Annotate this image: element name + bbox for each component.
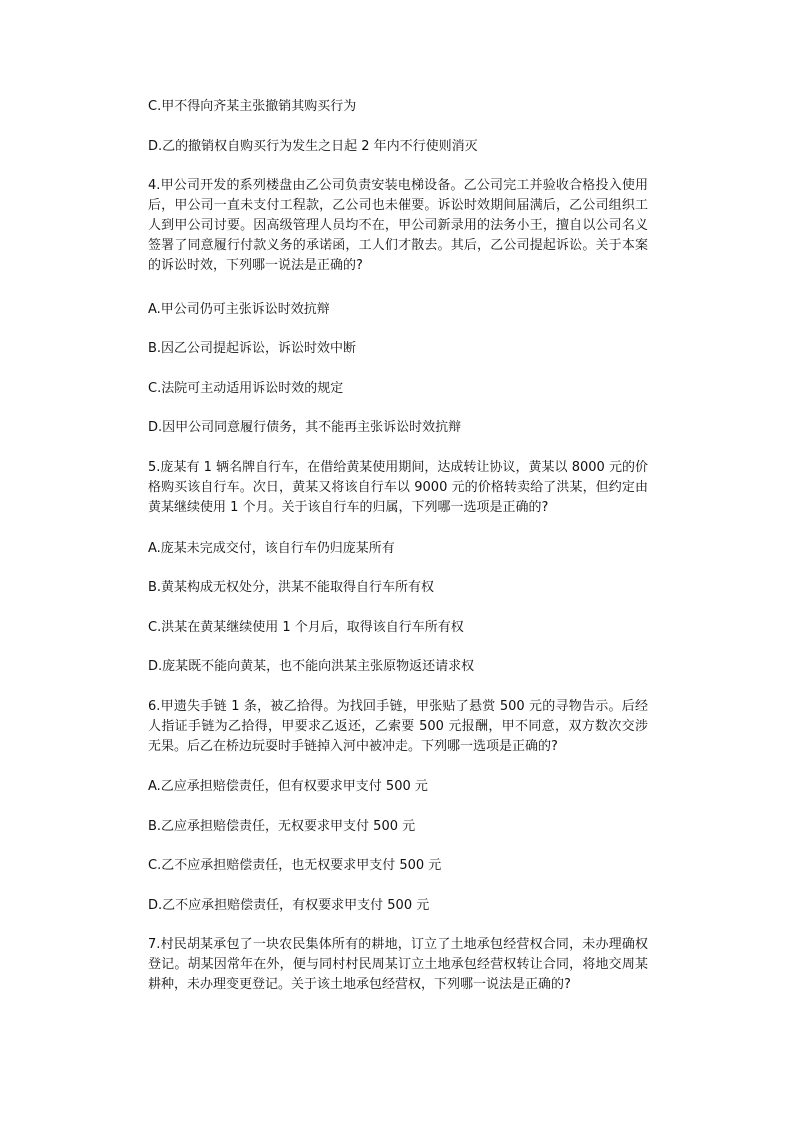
q5-stem-text: 5.庞某有 1 辆名牌自行车，在借给黄某使用期间，达成转让协议，黄某以 8000 元的价格购买该自行车。次日，黄某又将该自行车以 9000 元的价格转卖给了洪某，但约定由黄某继续使用 1 个月。关于该自行车的归属，下列哪一选项是正确的? (148, 460, 648, 515)
q4-stem (148, 176, 648, 276)
q6-stem (148, 697, 648, 757)
q4-option-c: C.法院可主动适用诉讼时效的规定 (148, 381, 344, 396)
q5-option-d: D.庞某既不能向黄某，也不能向洪某主张原物返还请求权 (148, 659, 475, 674)
q5-option-c: C.洪某在黄某继续使用 1 个月后，取得该自行车所有权 (148, 620, 464, 635)
q3-option-d: D.乙的撤销权自购买行为发生之日起 2 年内不行使则消灭 (148, 139, 478, 154)
q6-option-c: C.乙不应承担赔偿责任，也无权要求甲支付 500 元 (148, 858, 442, 873)
q4-option-b: B.因乙公司提起诉讼，诉讼时效中断 (148, 341, 357, 356)
q5-stem (148, 458, 648, 518)
q6-stem-text: 6.甲遗失手链 1 条，被乙拾得。为找回手链，甲张贴了悬赏 500 元的寻物告示。后经人指证手链为乙拾得，甲要求乙返还，乙索要 500 元报酬，甲不同意，双方数次交涉无果。后乙在桥边玩耍时手链掉入河中被冲走。下列哪一选项是正确的? (148, 699, 648, 754)
q3-option-c: C.甲不得向齐某主张撤销其购买行为 (148, 99, 357, 114)
q5-option-a: A.庞某未完成交付，该自行车仍归庞某所有 (148, 541, 395, 556)
q6-option-d: D.乙不应承担赔偿责任，有权要求甲支付 500 元 (148, 898, 430, 913)
q4-stem-text: 4.甲公司开发的系列楼盘由乙公司负责安装电梯设备。乙公司完工并验收合格投入使用后，甲公司一直未支付工程款，乙公司也未催要。诉讼时效期间届满后，乙公司组织工人到甲公司讨要。因高级管理人员均不在，甲公司新录用的法务小王，擅自以公司名义签署了同意履行付款义务的承诺函，工人们才散去。其后，乙公司提起诉讼。关于本案的诉讼时效，下列哪一说法是正确的? (148, 178, 648, 273)
q7-stem (148, 935, 648, 995)
q4-option-d: D.因甲公司同意履行债务，其不能再主张诉讼时效抗辩 (148, 420, 462, 435)
q5-option-b: B.黄某构成无权处分，洪某不能取得自行车所有权 (148, 580, 435, 595)
q6-option-a: A.乙应承担赔偿责任，但有权要求甲支付 500 元 (148, 779, 428, 794)
q6-option-b: B.乙应承担赔偿责任，无权要求甲支付 500 元 (148, 819, 416, 834)
q4-option-a: A.甲公司仍可主张诉讼时效抗辩 (148, 302, 330, 317)
q7-stem-text: 7.村民胡某承包了一块农民集体所有的耕地，订立了土地承包经营权合同，未办理确权登记。胡某因常年在外，便与同村村民周某订立土地承包经营权转让合同，将地交周某耕种，未办理变更登记。关于该土地承包经营权，下列哪一说法是正确的? (148, 937, 648, 992)
